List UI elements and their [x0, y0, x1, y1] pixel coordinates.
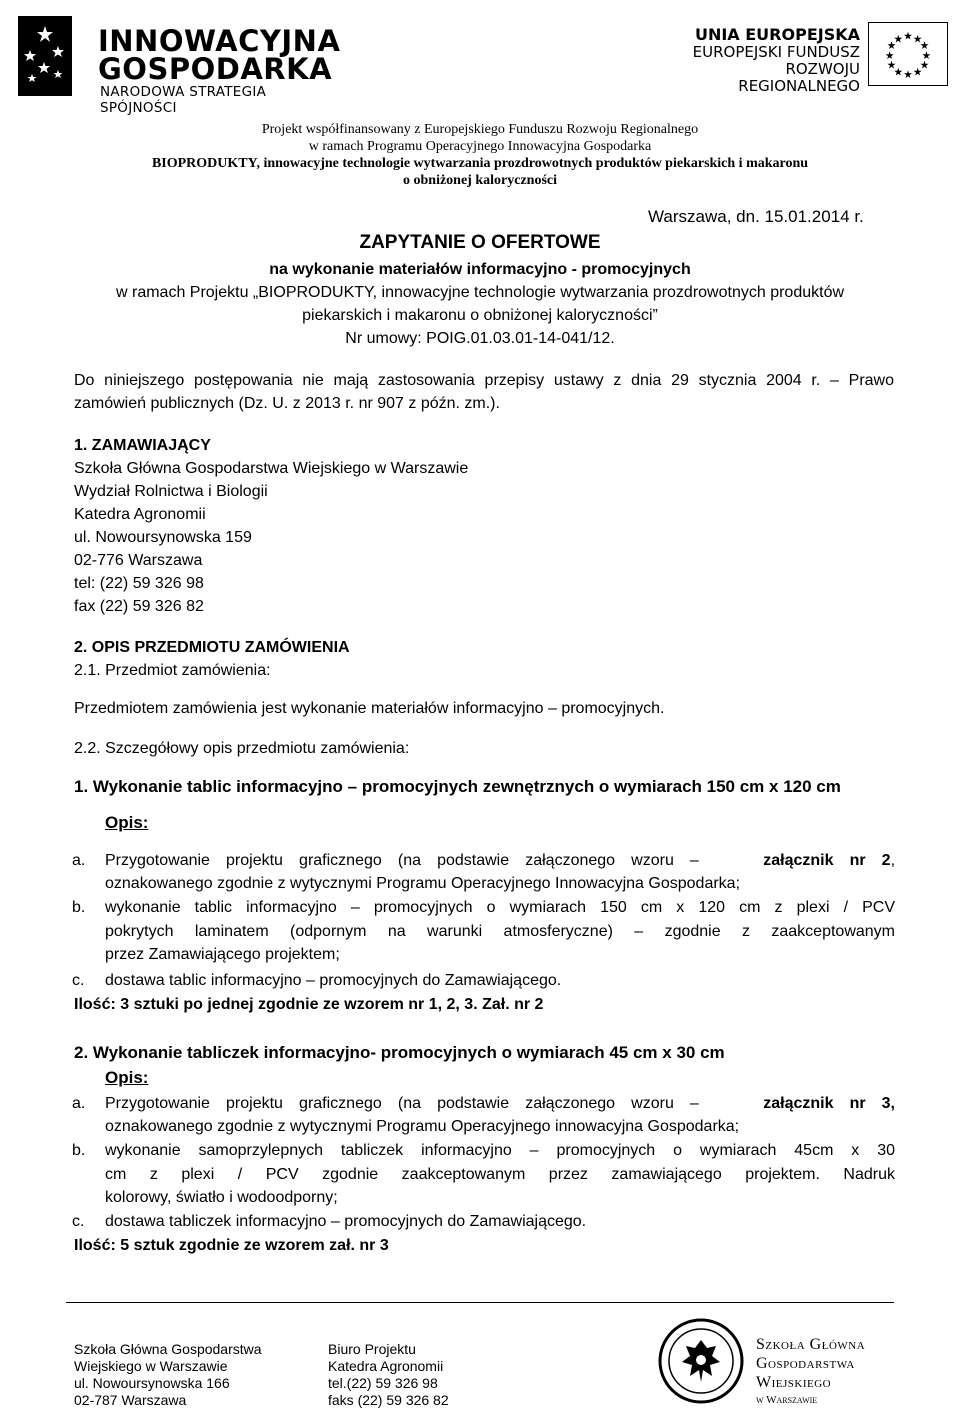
footer-address-line: Wiejskiego w Warszawie	[74, 1358, 228, 1374]
orderer-line: Szkoła Główna Gospodarstwa Wiejskiego w Warszawie	[74, 460, 469, 477]
header-line1: Projekt współfinansowany z Europejskiego Funduszu Rozwoju Regionalnego	[261, 122, 699, 137]
item2-a-line2: oznakowanego zgodnie z wytycznymi Programu Operacyjnego innowacyjna Gospodarka;	[105, 1118, 740, 1135]
item2-b-text: wykonanie samoprzylepnych tabliczek informacyjno – promocyjnych o wymiarach 45cm x 30	[105, 1142, 895, 1159]
item1-c-line1	[72, 969, 895, 992]
svg-text:★: ★	[893, 65, 904, 79]
item1-a-comma: ,	[890, 852, 896, 869]
document-title: ZAPYTANIE O OFERTOWE	[359, 232, 601, 253]
section2-1-heading: 2.1. Przedmiot zamówienia:	[74, 662, 271, 679]
svg-text:★: ★	[912, 65, 923, 79]
item1-b-marker: b.	[72, 899, 86, 916]
sggw-logo-line2: Gospodarstwa	[756, 1355, 855, 1372]
eu-logo-line1: UNIA EUROPEJSKA	[694, 25, 860, 44]
orderer-line: ul. Nowoursynowska 159	[74, 529, 252, 546]
item1-a-line2: oznakowanego zgodnie z wytycznymi Programu Operacyjnego Innowacyjna Gospodarka;	[105, 875, 741, 892]
svg-text:★: ★	[903, 68, 913, 82]
footer-divider	[66, 1302, 894, 1303]
section2-heading: 2. OPIS PRZEDMIOTU ZAMÓWIENIA	[74, 639, 350, 656]
document-date: Warszawa, dn. 15.01.2014 r.	[648, 207, 864, 226]
item1-a-text: Przygotowanie projektu graficznego (na podstawie załączonego wzoru –	[105, 852, 699, 869]
svg-text:★: ★	[886, 58, 897, 72]
ig-logo-line3: NARODOWA STRATEGIA SPÓJNOŚCI	[100, 84, 267, 116]
sggw-logo-line4: w Warszawie	[756, 1394, 818, 1406]
intro-line2: zamówień publicznych (Dz. U. z 2013 r. nr 907 z późn. zm.).	[74, 395, 500, 412]
project-line2: piekarskich i makaronu o obniżonej kaloryczności”	[302, 307, 658, 324]
item2-a-marker: a.	[72, 1095, 86, 1112]
project-line1: w ramach Projektu „BIOPRODUKTY, innowacyjne technologie wytwarzania prozdrowotnych produktów	[115, 284, 845, 301]
ig-logo-line1: INNOWACYJNA	[98, 24, 341, 58]
svg-text:★: ★	[884, 48, 895, 62]
sggw-logo-line1: Szkoła Główna	[756, 1336, 866, 1353]
svg-text:★: ★	[893, 32, 904, 46]
eu-logo	[660, 22, 950, 95]
attachment-2-ref: załącznik nr 2	[763, 852, 891, 869]
document-subtitle: na wykonanie materiałów informacyjno - promocyjnych	[269, 261, 691, 278]
footer-office-line: faks (22) 59 326 82	[328, 1392, 449, 1408]
item2-a-line1	[72, 1092, 896, 1115]
item2-c-marker: c.	[72, 1213, 85, 1230]
orderer-line: Katedra Agronomii	[74, 506, 206, 523]
innowacyjna-gospodarka-logo	[14, 12, 341, 116]
header-line3: BIOPRODUKTY, innowacyjne technologie wytwarzania prozdrowotnych produktów piekarskich i makaronu	[151, 156, 809, 171]
svg-text:★: ★	[912, 32, 923, 46]
svg-text:★: ★	[903, 29, 913, 43]
sggw-logo-line3: Wiejskiego	[756, 1374, 832, 1391]
orderer-line: 02-776 Warszawa	[74, 552, 203, 569]
item1-b-line1	[72, 896, 895, 919]
item2-b-line2: cm z plexi / PCV zgodnie zaakceptowanym przez zamawiającego projektem. Nadruk	[105, 1166, 895, 1183]
svg-text:★: ★	[919, 39, 930, 53]
item1-b-text: wykonanie tablic informacyjno – promocyjnych o wymiarach 150 cm x 120 cm z plexi / PCV	[105, 899, 895, 916]
eu-logo-line3: ROZWOJU REGIONALNEGO	[738, 60, 860, 95]
section2-2-heading: 2.2. Szczegółowy opis przedmiotu zamówienia:	[74, 740, 410, 757]
orderer-line: tel: (22) 59 326 98	[74, 575, 204, 592]
footer-office-line: tel.(22) 59 326 98	[328, 1375, 438, 1391]
sggw-emblem-icon	[658, 1318, 744, 1404]
item1-c-marker: c.	[72, 972, 85, 989]
eu-logo-line2: EUROPEJSKI FUNDUSZ	[692, 43, 860, 61]
item1-a-marker: a.	[72, 852, 86, 869]
item1-quantity: Ilość: 3 sztuki po jednej zgodnie ze wzorem nr 1, 2, 3. Zał. nr 2	[74, 996, 544, 1013]
footer-address-line: 02-787 Warszawa	[74, 1392, 187, 1408]
contract-number: Nr umowy: POIG.01.03.01-14-041/12.	[345, 330, 615, 347]
svg-text:★: ★	[921, 48, 932, 62]
item2-c-text: dostawa tabliczek informacyjno – promocyjnych do Zamawiającego.	[105, 1213, 587, 1230]
item1-heading: 1. Wykonanie tablic informacyjno – promocyjnych zewnętrznych o wymiarach 150 cm x 120 cm	[74, 777, 841, 796]
header-line2: w ramach Programu Operacyjnego Innowacyjna Gospodarka	[308, 139, 652, 154]
footer-office-line: Katedra Agronomii	[328, 1358, 444, 1374]
svg-text:★: ★	[886, 39, 897, 53]
item2-opis-label: Opis:	[105, 1068, 149, 1087]
item2-b-marker: b.	[72, 1142, 86, 1159]
item1-c-text: dostawa tablic informacyjno – promocyjnych do Zamawiającego.	[105, 972, 562, 989]
item1-b-line3: przez Zamawiającego projektem;	[105, 946, 340, 963]
section1-heading: 1. ZAMAWIAJĄCY	[74, 437, 211, 454]
item2-heading: 2. Wykonanie tabliczek informacyjno- promocyjnych o wymiarach 45 cm x 30 cm	[74, 1043, 725, 1062]
svg-text:★: ★	[919, 58, 930, 72]
footer-address-line: ul. Nowoursynowska 166	[74, 1375, 230, 1391]
item1-b-line2: pokrytych laminatem (odpornym na warunki atmosferyczne) – zgodnie z zaakceptowanym	[105, 923, 895, 940]
section2-1-text: Przedmiotem zamówienia jest wykonanie materiałów informacyjno – promocyjnych.	[74, 700, 665, 717]
footer-address-line: Szkoła Główna Gospodarstwa	[74, 1341, 262, 1357]
attachment-3-ref: załącznik nr 3,	[763, 1095, 896, 1112]
orderer-line: fax (22) 59 326 82	[74, 598, 204, 615]
item2-quantity: Ilość: 5 sztuk zgodnie ze wzorem zał. nr 3	[74, 1237, 389, 1254]
orderer-line: Wydział Rolnictwa i Biologii	[74, 483, 268, 500]
footer-office-line: Biuro Projektu	[328, 1341, 416, 1357]
item2-b-line3: kolorowy, światło i wodoodporny;	[105, 1189, 338, 1206]
item1-opis-label: Opis:	[105, 813, 149, 832]
item1-a-line1	[72, 849, 896, 872]
header-line4: o obniżonej kaloryczności	[403, 173, 557, 188]
eu-flag-icon	[868, 22, 948, 86]
item2-c-line1	[72, 1210, 895, 1233]
item2-b-line1	[72, 1139, 895, 1162]
item2-a-text: Przygotowanie projektu graficznego (na podstawie załączonego wzoru –	[105, 1095, 699, 1112]
intro-line1: Do niniejszego postępowania nie mają zastosowania przepisy ustawy z dnia 29 stycznia 2004 r. – Prawo	[74, 372, 894, 389]
ig-logo-line2: GOSPODARKA	[98, 52, 333, 86]
ig-emblem-icon	[18, 16, 72, 96]
